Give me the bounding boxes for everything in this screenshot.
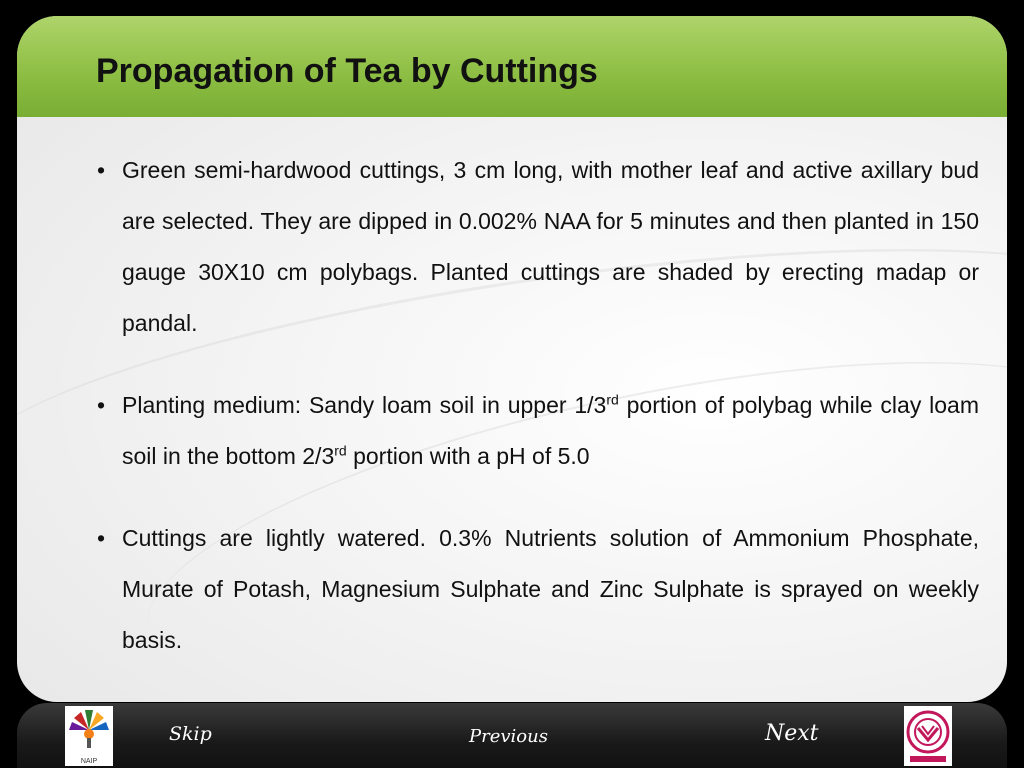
slide-panel bbox=[17, 16, 1007, 702]
bullet-text: Green semi-hardwood cuttings, 3 cm long, with mother leaf and active axillary bud are selected. They are dipped in 0.002% NAA for 5 minutes and then planted in 150 gauge 30X10 cm polybags. Planted cuttings are shaded by erecting madap or pandal. bbox=[122, 157, 979, 336]
bullet-dot: • bbox=[97, 525, 106, 551]
bullet-dot: • bbox=[97, 392, 106, 418]
institute-seal-logo bbox=[904, 706, 952, 766]
slide-content bbox=[97, 145, 979, 697]
next-button[interactable]: Next bbox=[765, 721, 819, 746]
superscript: rd bbox=[606, 391, 619, 408]
title-bar bbox=[17, 16, 1007, 117]
bullet-text-part: Planting medium: Sandy loam soil in upper 1/3 bbox=[122, 392, 607, 418]
slide-title: Propagation of Tea by Cuttings bbox=[96, 52, 598, 90]
bullet-text-part: portion of polybag while clay loam soil in the bottom 2/3 bbox=[122, 392, 979, 469]
bullet-item bbox=[97, 513, 979, 666]
bullet-dot: • bbox=[97, 157, 106, 183]
naip-logo bbox=[65, 706, 113, 766]
naip-logo-text: NAIP bbox=[80, 758, 98, 765]
seal-icon bbox=[904, 706, 952, 766]
bullet-item bbox=[97, 145, 979, 349]
previous-button[interactable]: Previous bbox=[469, 726, 548, 747]
skip-button[interactable]: Skip bbox=[169, 723, 212, 745]
bullet-item bbox=[97, 380, 979, 482]
navigation-footer bbox=[17, 703, 1007, 768]
bullet-text: Cuttings are lightly watered. 0.3% Nutrients solution of Ammonium Phosphate, Murate of Potash, Magnesium Sulphate and Zinc Sulphate is sprayed on weekly basis. bbox=[122, 525, 979, 653]
superscript: rd bbox=[334, 442, 347, 459]
naip-logo-icon bbox=[65, 706, 113, 766]
bullet-text-part: portion with a pH of 5.0 bbox=[346, 443, 590, 469]
